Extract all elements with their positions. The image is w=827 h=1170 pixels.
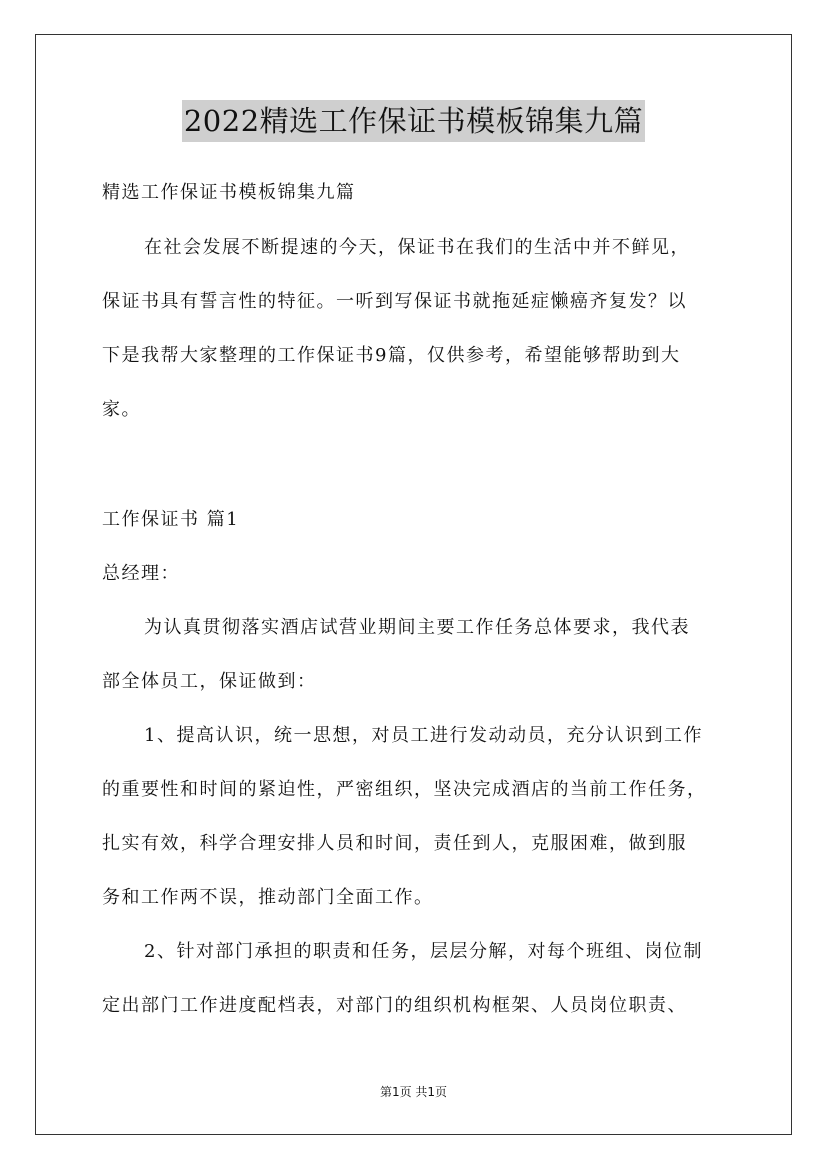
document-subtitle: 精选工作保证书模板锦集九篇: [102, 182, 356, 203]
body-line: 为认真贯彻落实酒店试营业期间主要工作任务总体要求，我代表: [144, 617, 690, 638]
intro-line: 保证书具有誓言性的特征。一听到写保证书就拖延症懒癌齐复发？以: [102, 291, 687, 312]
body-line: 扎实有效，科学合理安排人员和时间，责任到人，克服困难，做到服: [102, 833, 687, 854]
body-line: 部全体员工，保证做到：: [102, 671, 317, 692]
body-line: 的重要性和时间的紧迫性，严密组织，坚决完成酒店的当前工作任务，: [102, 779, 707, 800]
document-title: 2022精选工作保证书模板锦集九篇: [182, 100, 645, 142]
page-footer: 第1页 共1页: [379, 1085, 448, 1099]
intro-line: 家。: [102, 399, 141, 420]
intro-line: 下是我帮大家整理的工作保证书9篇，仅供参考，希望能够帮助到大: [102, 345, 681, 366]
body-line: 1、提高认识，统一思想，对员工进行发动动员，充分认识到工作: [144, 725, 703, 746]
intro-line: 在社会发展不断提速的今天，保证书在我们的生活中并不鲜见，: [144, 237, 690, 258]
title-container: [0, 100, 827, 142]
body-line: 2、针对部门承担的职责和任务，层层分解，对每个班组、岗位制: [144, 941, 703, 962]
salutation: 总经理：: [102, 563, 180, 584]
body-line: 务和工作两不误，推动部门全面工作。: [102, 887, 434, 908]
body-line: 定出部门工作进度配档表，对部门的组织机构框架、人员岗位职责、: [102, 995, 687, 1016]
section-heading: 工作保证书 篇1: [102, 509, 240, 530]
